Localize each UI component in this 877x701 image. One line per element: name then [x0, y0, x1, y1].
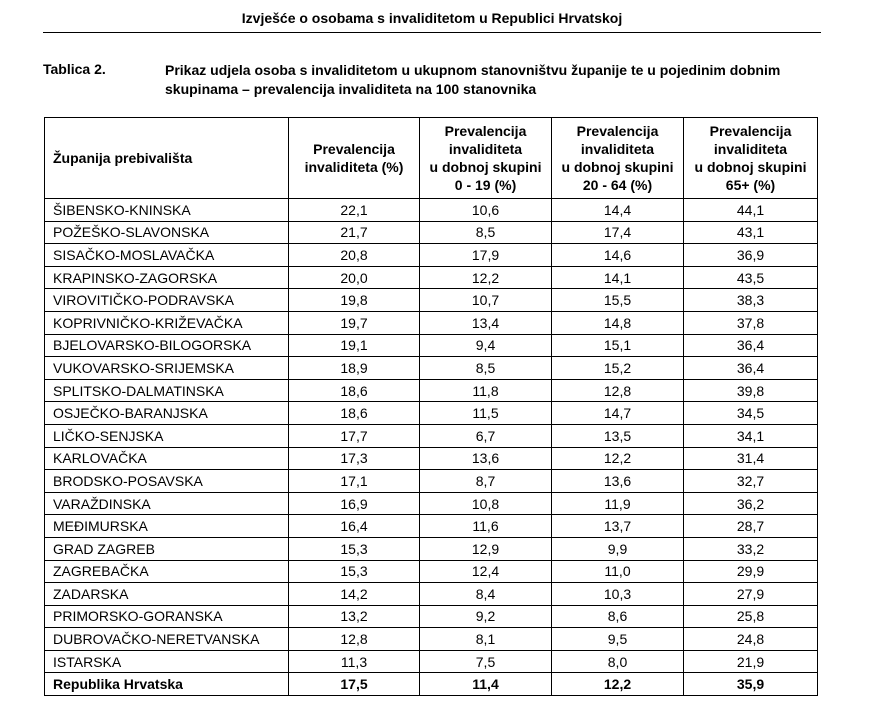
prevalence-value-cell: 17,5: [289, 673, 420, 696]
table-row: [45, 311, 818, 334]
prevalence-value-cell: 12,8: [552, 379, 684, 402]
county-name-cell: PRIMORSKO-GORANSKA: [45, 605, 289, 628]
table-row: [45, 628, 818, 651]
column-header-line: Županija prebivališta: [53, 150, 193, 166]
prevalence-value-cell: 35,9: [684, 673, 818, 696]
county-name-cell: BJELOVARSKO-BILOGORSKA: [45, 334, 289, 357]
county-name-cell: VARAŽDINSKA: [45, 492, 289, 515]
prevalence-value-cell: 16,9: [289, 492, 420, 515]
prevalence-value-cell: 39,8: [684, 379, 818, 402]
prevalence-value-cell: 14,1: [552, 266, 684, 289]
prevalence-value-cell: 38,3: [684, 289, 818, 312]
prevalence-value-cell: 10,6: [420, 199, 552, 222]
table-header-row: [45, 118, 818, 199]
prevalence-value-cell: 18,9: [289, 357, 420, 380]
column-header-line: u dobnoj skupini: [561, 159, 674, 175]
prevalence-value-cell: 20,8: [289, 244, 420, 267]
table-row: [45, 560, 818, 583]
prevalence-value-cell: 24,8: [684, 628, 818, 651]
table-body: [45, 199, 818, 696]
county-name-cell: OSJEČKO-BARANJSKA: [45, 402, 289, 425]
table-row: [45, 357, 818, 380]
county-name-cell: KARLOVAČKA: [45, 447, 289, 470]
column-header-line: 20 - 64 (%): [582, 177, 653, 193]
prevalence-value-cell: 19,8: [289, 289, 420, 312]
prevalence-value-cell: 11,5: [420, 402, 552, 425]
prevalence-value-cell: 6,7: [420, 424, 552, 447]
prevalence-value-cell: 32,7: [684, 470, 818, 493]
prevalence-value-cell: 27,9: [684, 583, 818, 606]
table-row: [45, 379, 818, 402]
prevalence-value-cell: 20,0: [289, 266, 420, 289]
table-row: [45, 515, 818, 538]
county-name-cell: GRAD ZAGREB: [45, 537, 289, 560]
table-row: [45, 492, 818, 515]
column-header-line: 65+ (%): [725, 177, 776, 193]
prevalence-value-cell: 36,4: [684, 334, 818, 357]
prevalence-value-cell: 15,5: [552, 289, 684, 312]
county-name-cell: BRODSKO-POSAVSKA: [45, 470, 289, 493]
prevalence-value-cell: 19,7: [289, 311, 420, 334]
prevalence-value-cell: 37,8: [684, 311, 818, 334]
prevalence-value-cell: 12,2: [420, 266, 552, 289]
prevalence-value-cell: 25,8: [684, 605, 818, 628]
column-header-line: invaliditeta: [580, 141, 655, 157]
prevalence-value-cell: 12,2: [552, 447, 684, 470]
prevalence-value-cell: 34,5: [684, 402, 818, 425]
table-row: [45, 447, 818, 470]
table-total-row: [45, 673, 818, 696]
column-header-line: Prevalencija: [709, 123, 792, 139]
county-name-cell: VUKOVARSKO-SRIJEMSKA: [45, 357, 289, 380]
prevalence-value-cell: 34,1: [684, 424, 818, 447]
prevalence-value-cell: 29,9: [684, 560, 818, 583]
table-row: [45, 424, 818, 447]
table-row: [45, 266, 818, 289]
table-row: [45, 605, 818, 628]
prevalence-value-cell: 43,5: [684, 266, 818, 289]
prevalence-value-cell: 10,3: [552, 583, 684, 606]
prevalence-value-cell: 7,5: [420, 650, 552, 673]
prevalence-value-cell: 28,7: [684, 515, 818, 538]
county-name-cell: ZADARSKA: [45, 583, 289, 606]
prevalence-value-cell: 11,8: [420, 379, 552, 402]
prevalence-value-cell: 12,2: [552, 673, 684, 696]
prevalence-value-cell: 13,6: [420, 447, 552, 470]
prevalence-value-cell: 11,0: [552, 560, 684, 583]
table-row: [45, 402, 818, 425]
table-caption: Prikaz udjela osoba s invaliditetom u ukupnom stanovništvu županije te u pojedinim dobnim skupinama – prevalencija invaliditeta na 100 stanovnika: [165, 62, 781, 97]
prevalence-table: [44, 117, 818, 696]
prevalence-value-cell: 16,4: [289, 515, 420, 538]
prevalence-value-cell: 15,3: [289, 560, 420, 583]
header-divider: [43, 32, 821, 33]
prevalence-value-cell: 11,9: [552, 492, 684, 515]
county-name-cell: ZAGREBAČKA: [45, 560, 289, 583]
county-name-cell: Republika Hrvatska: [45, 673, 289, 696]
prevalence-value-cell: 8,6: [552, 605, 684, 628]
prevalence-value-cell: 11,4: [420, 673, 552, 696]
prevalence-value-cell: 36,9: [684, 244, 818, 267]
prevalence-value-cell: 14,8: [552, 311, 684, 334]
prevalence-value-cell: 13,5: [552, 424, 684, 447]
prevalence-value-cell: 22,1: [289, 199, 420, 222]
prevalence-value-cell: 8,4: [420, 583, 552, 606]
prevalence-value-cell: 14,7: [552, 402, 684, 425]
table-row: [45, 583, 818, 606]
prevalence-value-cell: 11,3: [289, 650, 420, 673]
prevalence-value-cell: 10,7: [420, 289, 552, 312]
table-row: [45, 537, 818, 560]
prevalence-value-cell: 17,9: [420, 244, 552, 267]
column-header-line: Prevalencija: [444, 123, 527, 139]
column-header-line: u dobnoj skupini: [429, 159, 542, 175]
column-header-line: u dobnoj skupini: [694, 159, 807, 175]
prevalence-value-cell: 13,2: [289, 605, 420, 628]
column-header-line: invaliditeta (%): [304, 159, 404, 175]
prevalence-value-cell: 17,1: [289, 470, 420, 493]
prevalence-value-cell: 44,1: [684, 199, 818, 222]
county-name-cell: VIROVITIČKO-PODRAVSKA: [45, 289, 289, 312]
prevalence-value-cell: 9,4: [420, 334, 552, 357]
prevalence-value-cell: 33,2: [684, 537, 818, 560]
column-header-prevalence: [684, 118, 818, 199]
prevalence-value-cell: 12,8: [289, 628, 420, 651]
prevalence-value-cell: 36,2: [684, 492, 818, 515]
county-name-cell: SPLITSKO-DALMATINSKA: [45, 379, 289, 402]
table-row: [45, 221, 818, 244]
county-name-cell: POŽEŠKO-SLAVONSKA: [45, 221, 289, 244]
prevalence-value-cell: 12,9: [420, 537, 552, 560]
prevalence-value-cell: 21,7: [289, 221, 420, 244]
prevalence-value-cell: 9,2: [420, 605, 552, 628]
county-name-cell: ŠIBENSKO-KNINSKA: [45, 199, 289, 222]
column-header-line: Prevalencija: [313, 141, 395, 157]
column-header-line: invaliditeta: [713, 141, 788, 157]
document-header: Izvješće o osobama s invaliditetom u Republici Hrvatskoj: [241, 10, 623, 26]
prevalence-value-cell: 31,4: [684, 447, 818, 470]
prevalence-value-cell: 15,1: [552, 334, 684, 357]
county-name-cell: LIČKO-SENJSKA: [45, 424, 289, 447]
column-header-prevalence: [289, 118, 420, 199]
table-row: [45, 199, 818, 222]
prevalence-value-cell: 11,6: [420, 515, 552, 538]
county-name-cell: ISTARSKA: [45, 650, 289, 673]
county-name-cell: KOPRIVNIČKO-KRIŽEVAČKA: [45, 311, 289, 334]
prevalence-value-cell: 9,5: [552, 628, 684, 651]
prevalence-value-cell: 13,6: [552, 470, 684, 493]
table-row: [45, 650, 818, 673]
prevalence-value-cell: 14,2: [289, 583, 420, 606]
prevalence-value-cell: 18,6: [289, 402, 420, 425]
table-row: [45, 244, 818, 267]
column-header-line: invaliditeta: [448, 141, 523, 157]
table-row: [45, 334, 818, 357]
table-row: [45, 289, 818, 312]
prevalence-value-cell: 8,5: [420, 357, 552, 380]
prevalence-value-cell: 14,4: [552, 199, 684, 222]
table-row: [45, 470, 818, 493]
prevalence-value-cell: 13,7: [552, 515, 684, 538]
prevalence-value-cell: 8,7: [420, 470, 552, 493]
prevalence-value-cell: 15,2: [552, 357, 684, 380]
prevalence-value-cell: 19,1: [289, 334, 420, 357]
column-header-county: [45, 118, 289, 199]
county-name-cell: SISAČKO-MOSLAVAČKA: [45, 244, 289, 267]
prevalence-value-cell: 9,9: [552, 537, 684, 560]
prevalence-value-cell: 8,5: [420, 221, 552, 244]
prevalence-value-cell: 43,1: [684, 221, 818, 244]
county-name-cell: MEĐIMURSKA: [45, 515, 289, 538]
prevalence-value-cell: 18,6: [289, 379, 420, 402]
prevalence-value-cell: 8,0: [552, 650, 684, 673]
county-name-cell: DUBROVAČKO-NERETVANSKA: [45, 628, 289, 651]
column-header-prevalence: [420, 118, 552, 199]
prevalence-value-cell: 13,4: [420, 311, 552, 334]
prevalence-value-cell: 14,6: [552, 244, 684, 267]
county-name-cell: KRAPINSKO-ZAGORSKA: [45, 266, 289, 289]
prevalence-value-cell: 17,4: [552, 221, 684, 244]
column-header-line: Prevalencija: [576, 123, 659, 139]
prevalence-value-cell: 17,7: [289, 424, 420, 447]
prevalence-value-cell: 17,3: [289, 447, 420, 470]
column-header-line: 0 - 19 (%): [454, 177, 517, 193]
prevalence-value-cell: 12,4: [420, 560, 552, 583]
prevalence-value-cell: 10,8: [420, 492, 552, 515]
table-number: Tablica 2.: [43, 61, 106, 77]
prevalence-value-cell: 21,9: [684, 650, 818, 673]
prevalence-value-cell: 15,3: [289, 537, 420, 560]
prevalence-value-cell: 36,4: [684, 357, 818, 380]
prevalence-value-cell: 8,1: [420, 628, 552, 651]
column-header-prevalence: [552, 118, 684, 199]
